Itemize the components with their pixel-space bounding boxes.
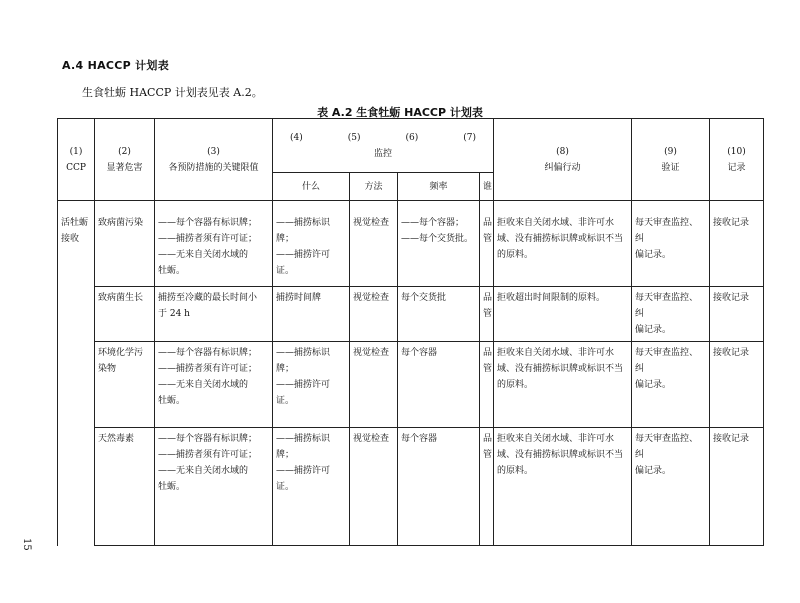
record-cell: 接收记录 <box>710 201 764 287</box>
haccp-plan-table <box>57 118 764 546</box>
intro-text: 生食牡蛎 HACCP 计划表见表 A.2。 <box>82 86 263 99</box>
frequency-cell: ——每个容器； ——每个交货批。 <box>398 201 480 287</box>
hazard-cell: 致病菌污染 <box>95 201 155 287</box>
header-frequency: 频率 <box>398 173 480 201</box>
frequency-cell: 每个交货批 <box>398 287 480 342</box>
header-monitor: (4) (5) (6) (7) 监控 <box>273 119 494 173</box>
action-cell: 拒收来自关闭水域、非许可水 域、没有捕捞标识牌或标识不当 的原料。 <box>494 428 632 546</box>
what-cell: 捕捞时间牌 <box>273 287 350 342</box>
limits-cell: ——每个容器有标识牌； ——捕捞者须有许可证； ——无来自关闭水域的 牡蛎。 <box>155 428 273 546</box>
hazard-cell: 致病菌生长 <box>95 287 155 342</box>
ccp-cell: 活牡蛎 接收 <box>58 201 95 546</box>
table-row <box>58 342 764 428</box>
table-row <box>58 428 764 546</box>
action-cell: 拒收来自关闭水域、非许可水 域、没有捕捞标识牌或标识不当 的原料。 <box>494 342 632 428</box>
limits-cell: ——每个容器有标识牌； ——捕捞者须有许可证； ——无来自关闭水域的 牡蛎。 <box>155 201 273 287</box>
header-who: 谁 <box>480 173 494 201</box>
table-title: 表 A.2 生食牡蛎 HACCP 计划表 <box>317 106 483 119</box>
header-critical-limits: (3) 各预防措施的关键限值 <box>155 119 273 201</box>
record-cell: 接收记录 <box>710 342 764 428</box>
who-cell: 品 管 <box>480 201 494 287</box>
header-hazard: (2) 显著危害 <box>95 119 155 201</box>
who-cell: 品 管 <box>480 428 494 546</box>
record-cell: 接收记录 <box>710 428 764 546</box>
frequency-cell: 每个容器 <box>398 342 480 428</box>
who-cell: 品 管 <box>480 287 494 342</box>
action-cell: 拒收来自关闭水域、非许可水 域、没有捕捞标识牌或标识不当 的原料。 <box>494 201 632 287</box>
method-cell: 视觉检查 <box>350 428 398 546</box>
limits-cell: ——每个容器有标识牌； ——捕捞者须有许可证； ——无来自关闭水域的 牡蛎。 <box>155 342 273 428</box>
section-title: A.4 HACCP 计划表 <box>62 59 170 72</box>
record-cell: 接收记录 <box>710 287 764 342</box>
what-cell: ——捕捞标识牌； ——捕捞许可证。 <box>273 428 350 546</box>
what-cell: ——捕捞标识牌； ——捕捞许可证。 <box>273 342 350 428</box>
header-records: (10) 记录 <box>710 119 764 201</box>
header-verification: (9) 验证 <box>632 119 710 201</box>
hazard-cell: 天然毒素 <box>95 428 155 546</box>
hazard-cell: 环境化学污 染物 <box>95 342 155 428</box>
method-cell: 视觉检查 <box>350 287 398 342</box>
verify-cell: 每天审查监控、纠 偏记录。 <box>632 287 710 342</box>
verify-cell: 每天审查监控、纠 偏记录。 <box>632 201 710 287</box>
limits-cell: 捕捞至冷藏的最长时间小 于 24 h <box>155 287 273 342</box>
header-what: 什么 <box>273 173 350 201</box>
action-cell: 拒收超出时间限制的原料。 <box>494 287 632 342</box>
header-corrective-action: (8) 纠偏行动 <box>494 119 632 201</box>
what-cell: ——捕捞标识牌； ——捕捞许可证。 <box>273 201 350 287</box>
method-cell: 视觉检查 <box>350 201 398 287</box>
verify-cell: 每天审查监控、纠 偏记录。 <box>632 342 710 428</box>
header-method: 方法 <box>350 173 398 201</box>
who-cell: 品 管 <box>480 342 494 428</box>
table-row <box>58 201 764 287</box>
verify-cell: 每天审查监控、纠 偏记录。 <box>632 428 710 546</box>
page-number: 15 <box>21 538 32 551</box>
table-row <box>58 287 764 342</box>
frequency-cell: 每个容器 <box>398 428 480 546</box>
method-cell: 视觉检查 <box>350 342 398 428</box>
header-ccp: (1) CCP <box>58 119 95 201</box>
